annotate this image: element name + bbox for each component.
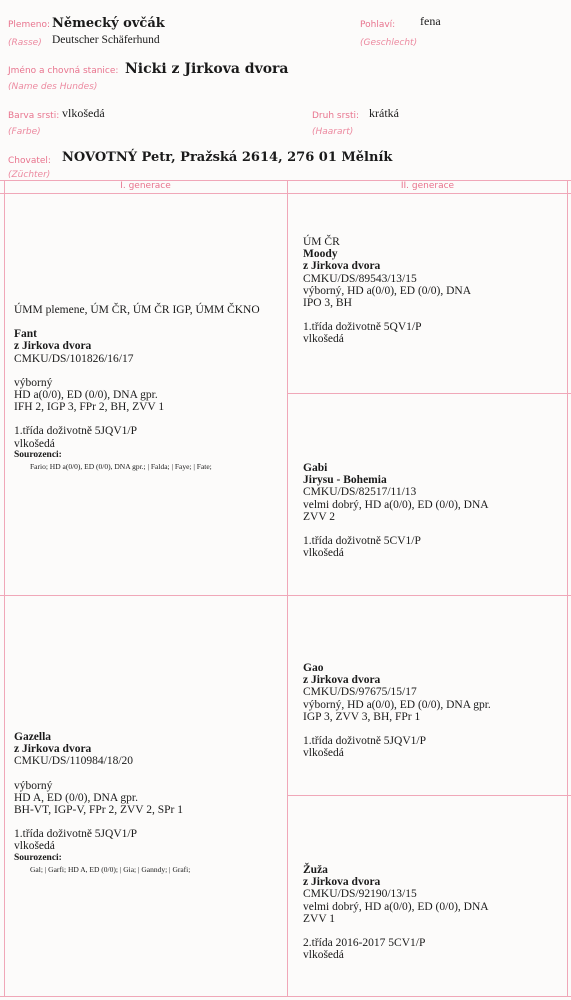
sire-siblings: Fario; HD a(0/0), ED (0/0), DNA gpr.; | Falda; | Faye; | Fate; bbox=[30, 461, 212, 471]
divider bbox=[288, 795, 571, 796]
dam-exams: BH-VT, IGP-V, FPr 2, ZVV 2, SPr 1 bbox=[14, 804, 184, 817]
dam-kennel: z Jirkova dvora bbox=[14, 743, 92, 756]
sire-breeding: 1.třída doživotně 5JQV1/P bbox=[14, 425, 137, 438]
sire-dam-breeding: 1.třída doživotně 5CV1/P bbox=[303, 535, 421, 548]
coat-type-label: Druh srsti: bbox=[312, 111, 360, 121]
divider bbox=[287, 180, 288, 996]
sire-name: Fant bbox=[14, 328, 37, 341]
sex-label: Pohlaví: bbox=[360, 20, 396, 30]
sire-exams: IFH 2, IGP 3, FPr 2, BH, ZVV 1 bbox=[14, 401, 165, 414]
sex-value: fena bbox=[420, 14, 441, 28]
sire-sire-kennel: z Jirkova dvora bbox=[303, 260, 381, 273]
dog-name: Nicki z Jirkova dvora bbox=[125, 61, 289, 77]
sire-dam-cell bbox=[303, 462, 489, 559]
divider bbox=[0, 595, 571, 596]
coat-type-value: krátká bbox=[369, 106, 399, 120]
breed-value-de: Deutscher Schäferhund bbox=[52, 34, 160, 46]
divider bbox=[4, 180, 5, 996]
dam-dam-cell bbox=[303, 864, 489, 961]
dam-sire-kennel: z Jirkova dvora bbox=[303, 674, 381, 687]
breed-label-de: (Rasse) bbox=[8, 38, 42, 48]
divider bbox=[288, 393, 571, 394]
dam-sire-exams: IGP 3, ZVV 3, BH, FPr 1 bbox=[303, 710, 421, 723]
breed-label: Plemeno: bbox=[8, 20, 51, 30]
coat-type-label-de: (Haarart) bbox=[312, 127, 354, 137]
sire-sire-cell bbox=[303, 236, 471, 346]
sire-sire-titles: ÚM ČR bbox=[303, 236, 340, 248]
dam-dam-kennel: z Jirkova dvora bbox=[303, 876, 381, 889]
sire-sire-breeding: 1.třída doživotně 5QV1/P bbox=[303, 321, 422, 334]
generation-2-header: II. generace bbox=[400, 181, 455, 191]
dam-siblings: Gal; | Garfi; HD A, ED (0/0); | Gia; | Ganndy; | Grafi; bbox=[30, 864, 191, 874]
sire-sire-name: Moody bbox=[303, 248, 338, 261]
generation-1-header: I. generace bbox=[120, 181, 171, 191]
sire-sire-color: vlkošedá bbox=[303, 333, 344, 346]
dam-sire-reg: CMKU/DS/97675/15/17 bbox=[303, 686, 417, 699]
sire-color: vlkošedá bbox=[14, 437, 55, 450]
sire-dam-name: Gabi bbox=[303, 462, 328, 474]
dam-sire-breeding: 1.třída doživotně 5JQV1/P bbox=[303, 735, 426, 748]
dam-reg: CMKU/DS/110984/18/20 bbox=[14, 755, 134, 768]
breeder-value: NOVOTNÝ Petr, Pražská 2614, 276 01 Mělník bbox=[62, 150, 393, 165]
sire-kennel: z Jirkova dvora bbox=[14, 340, 92, 353]
sire-sire-reg: CMKU/DS/89543/13/15 bbox=[303, 272, 417, 285]
dam-dam-breeding: 2.třída 2016-2017 5CV1/P bbox=[303, 937, 426, 950]
breeder-label-de: (Züchter) bbox=[8, 170, 51, 180]
dam-dam-exams: ZVV 1 bbox=[303, 912, 336, 925]
sire-dam-reg: CMKU/DS/82517/11/13 bbox=[303, 486, 417, 499]
dam-dam-reg: CMKU/DS/92190/13/15 bbox=[303, 888, 417, 901]
dam-rating: výborný bbox=[14, 779, 53, 792]
divider bbox=[567, 180, 568, 996]
sire-sire-health: výborný, HD a(0/0), ED (0/0), DNA bbox=[303, 284, 471, 297]
dam-health: HD A, ED (0/0), DNA gpr. bbox=[14, 791, 138, 804]
sex-label-de: (Geschlecht) bbox=[360, 38, 418, 48]
sire-reg: CMKU/DS/101826/16/17 bbox=[14, 352, 134, 365]
sire-titles: ÚMM plemene, ÚM ČR, ÚM ČR IGP, ÚMM ČKNO bbox=[14, 304, 260, 316]
sire-siblings-label: Sourozenci: bbox=[14, 449, 62, 460]
dam-breeding: 1.třída doživotně 5JQV1/P bbox=[14, 828, 137, 841]
coat-color-label: Barva srsti: bbox=[8, 111, 60, 121]
divider bbox=[0, 996, 571, 997]
dam-color: vlkošedá bbox=[14, 840, 55, 853]
sire-sire-exams: IPO 3, BH bbox=[303, 297, 352, 310]
dam-cell bbox=[14, 731, 190, 875]
dam-sire-cell bbox=[303, 662, 491, 759]
breeder-label: Chovatel: bbox=[8, 156, 51, 166]
sire-rating: výborný bbox=[14, 376, 53, 389]
dam-sire-name: Gao bbox=[303, 662, 324, 674]
dam-dam-health: velmi dobrý, HD a(0/0), ED (0/0), DNA bbox=[303, 900, 489, 913]
name-label-de: (Name des Hundes) bbox=[8, 82, 98, 92]
sire-dam-exams: ZVV 2 bbox=[303, 510, 336, 523]
dam-sire-health: výborný, HD a(0/0), ED (0/0), DNA gpr. bbox=[303, 698, 491, 711]
sire-health: HD a(0/0), ED (0/0), DNA gpr. bbox=[14, 389, 158, 402]
sire-dam-health: velmi dobrý, HD a(0/0), ED (0/0), DNA bbox=[303, 498, 489, 511]
sire-dam-color: vlkošedá bbox=[303, 547, 344, 560]
coat-color-value: vlkošedá bbox=[62, 106, 105, 120]
dam-siblings-label: Sourozenci: bbox=[14, 852, 62, 863]
dam-dam-color: vlkošedá bbox=[303, 949, 344, 962]
dam-sire-color: vlkošedá bbox=[303, 747, 344, 760]
name-label: Jméno a chovná stanice: bbox=[8, 66, 119, 76]
sire-dam-kennel: Jirysu - Bohemia bbox=[303, 474, 387, 487]
coat-color-label-de: (Farbe) bbox=[8, 127, 41, 137]
divider bbox=[0, 193, 571, 194]
dam-dam-name: Žuža bbox=[303, 864, 328, 876]
sire-cell bbox=[14, 304, 260, 472]
breed-value: Německý ovčák bbox=[52, 16, 165, 31]
dam-name: Gazella bbox=[14, 731, 52, 743]
